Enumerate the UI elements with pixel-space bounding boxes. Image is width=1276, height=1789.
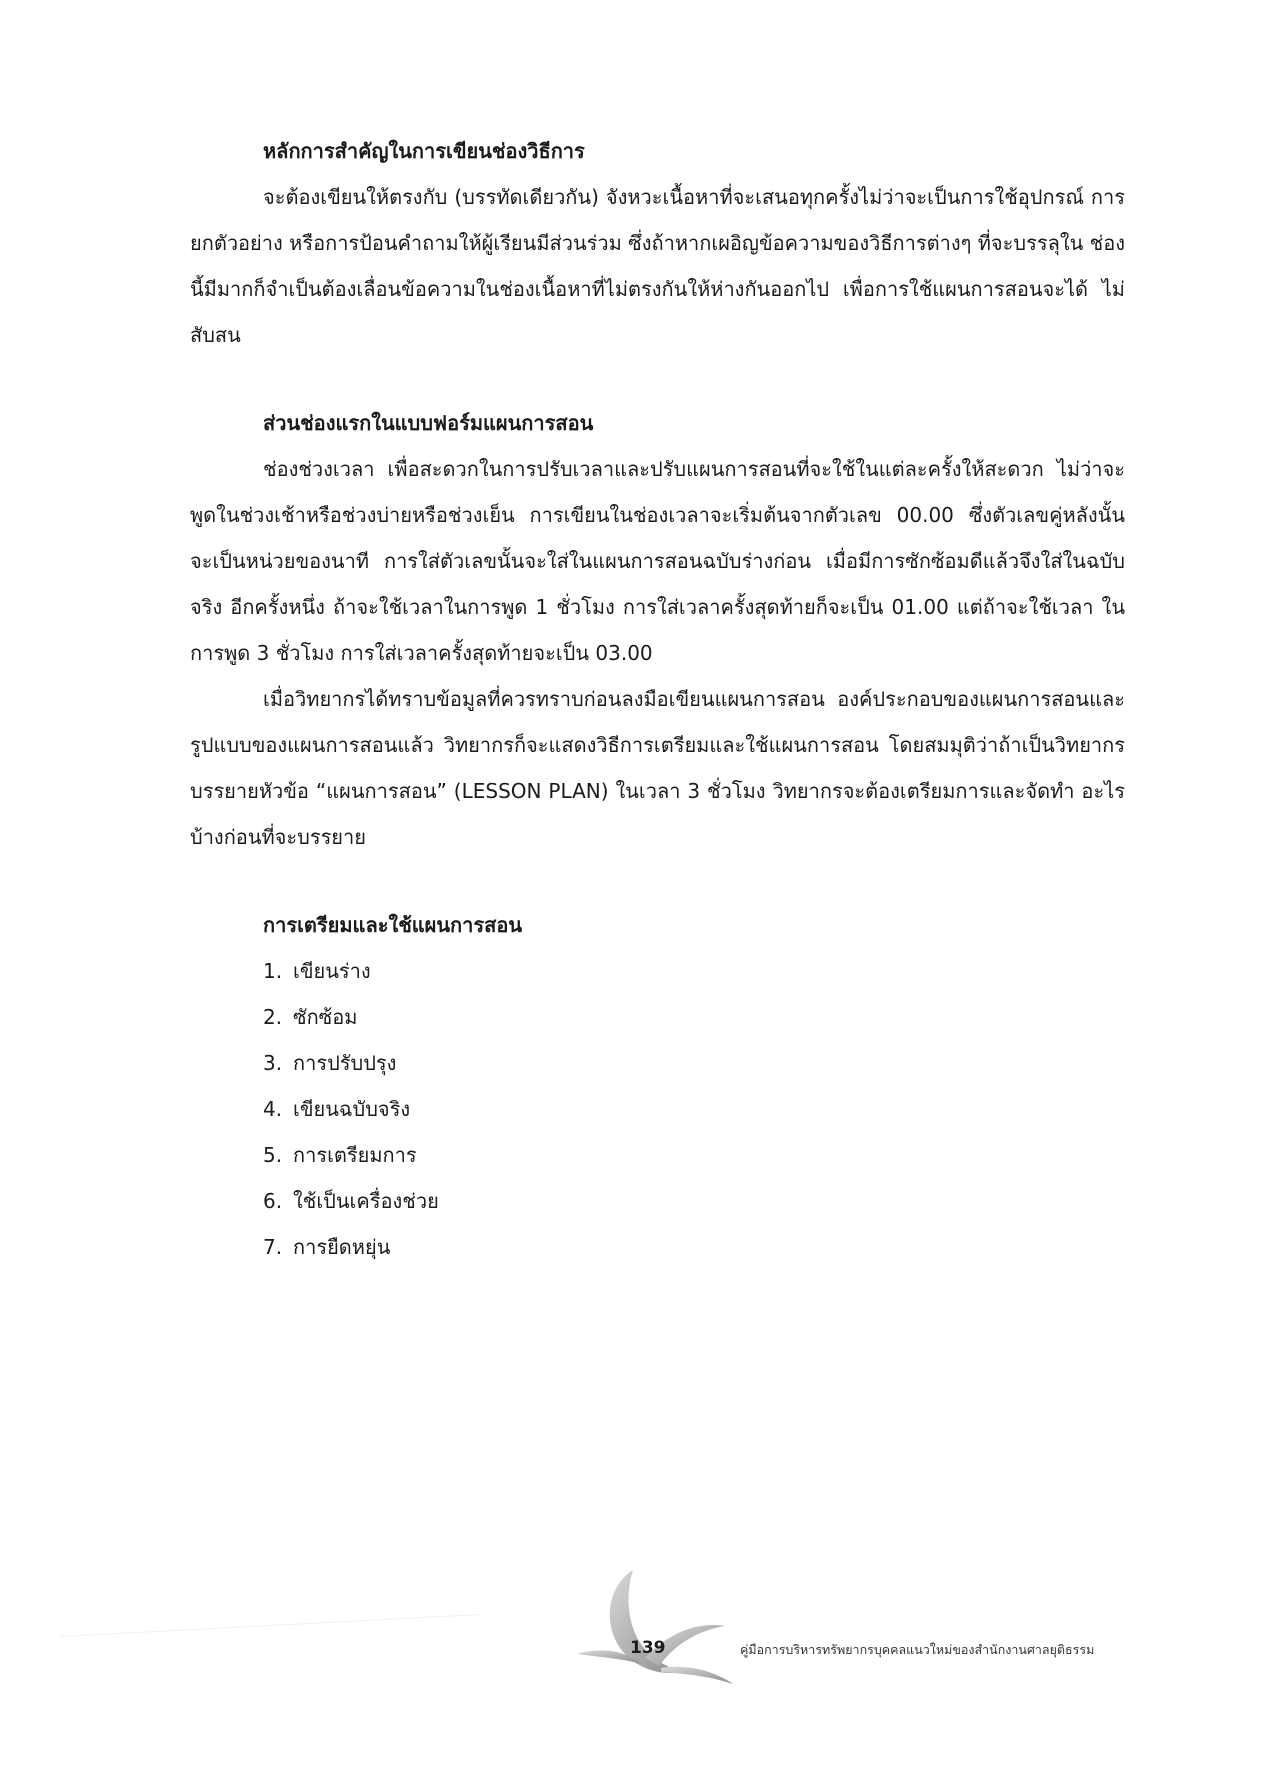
list-text: การยืดหยุ่น bbox=[293, 1235, 391, 1259]
section-preparation bbox=[190, 902, 1125, 1270]
section-heading: หลักการสำคัญในการเขียนช่องวิธีการ bbox=[263, 139, 585, 163]
list-number: 1. bbox=[263, 959, 283, 983]
decorative-line bbox=[60, 1614, 479, 1637]
list-item bbox=[263, 1178, 1125, 1224]
list-item bbox=[263, 1224, 1125, 1270]
list-text: การเตรียมการ bbox=[293, 1143, 417, 1167]
list-text: เขียนฉบับจริง bbox=[293, 1097, 411, 1121]
list-item bbox=[263, 994, 1125, 1040]
list-text: ซักซ้อม bbox=[293, 1005, 358, 1029]
footer-title: คู่มือการบริหารทรัพยากรบุคคลแนวใหม่ของสำนักงานศาลยุติธรรม bbox=[740, 1642, 1095, 1657]
list-number: 2. bbox=[263, 1005, 283, 1029]
list-text: เขียนร่าง bbox=[293, 959, 371, 983]
list-item bbox=[263, 1040, 1125, 1086]
paragraph: เมื่อวิทยากรได้ทราบข้อมูลที่ควรทราบก่อนลงมือเขียนแผนการสอน องค์ประกอบของแผนการสอนและ รูปแบบของแผนการสอนแล้ว วิทยากรก็จะแสดงวิธีการเตรียมและใช้แผนการสอน โดยสมมุติว่าถ้าเป็นวิทยากร บรรยายหัวข้อ “แผนการสอน” (LESSON PLAN) ในเวลา 3 ชั่วโมง วิทยากรจะต้องเตรียมการและจัดทำ อะไรบ้างก่อนที่จะบรรยาย bbox=[190, 687, 1125, 849]
page-number: 139 bbox=[630, 1638, 666, 1658]
section-method-column bbox=[190, 128, 1125, 358]
list-item bbox=[263, 1086, 1125, 1132]
list-number: 3. bbox=[263, 1051, 283, 1075]
list-number: 7. bbox=[263, 1235, 283, 1259]
list-item bbox=[263, 1132, 1125, 1178]
section-first-column bbox=[190, 400, 1125, 860]
swirl-emblem-icon bbox=[575, 1568, 735, 1688]
preparation-list bbox=[263, 948, 1125, 1270]
section-heading: ส่วนช่องแรกในแบบฟอร์มแผนการสอน bbox=[263, 411, 594, 435]
list-number: 5. bbox=[263, 1143, 283, 1167]
list-number: 4. bbox=[263, 1097, 283, 1121]
page-content bbox=[190, 128, 1125, 1312]
paragraph: จะต้องเขียนให้ตรงกับ (บรรทัดเดียวกัน) จังหวะเนื้อหาที่จะเสนอทุกครั้งไม่ว่าจะเป็นการใช้อุปกรณ์ การยกตัวอย่าง หรือการป้อนคำถามให้ผู้เรียนมีส่วนร่วม ซึ่งถ้าหากเผอิญข้อความของวิธีการต่างๆ ที่จะบรรลุใน ช่องนี้มีมากก็จำเป็นต้องเลื่อนข้อความในช่องเนื้อหาที่ไม่ตรงกันให้ห่างกันออกไป เพื่อการใช้แผนการสอนจะได้ ไม่สับสน bbox=[190, 185, 1125, 347]
list-item bbox=[263, 948, 1125, 994]
list-text: การปรับปรุง bbox=[293, 1051, 397, 1075]
paragraph: ช่องช่วงเวลา เพื่อสะดวกในการปรับเวลาและปรับแผนการสอนที่จะใช้ในแต่ละครั้งให้สะดวก ไม่ว่าจะ พูดในช่วงเช้าหรือช่วงบ่ายหรือช่วงเย็น การเขียนในช่องเวลาจะเริ่มต้นจากตัวเลข 00.00 ซึ่งตัวเลขคู่หลังนั้น จะเป็นหน่วยของนาที การใส่ตัวเลขนั้นจะใส่ในแผนการสอนฉบับร่างก่อน เมื่อมีการซักซ้อมดีแล้วจึงใส่ในฉบับจริง อีกครั้งหนึ่ง ถ้าจะใช้เวลาในการพูด 1 ชั่วโมง การใส่เวลาครั้งสุดท้ายก็จะเป็น 01.00 แต่ถ้าจะใช้เวลา ในการพูด 3 ชั่วโมง การใส่เวลาครั้งสุดท้ายจะเป็น 03.00 bbox=[190, 457, 1125, 665]
list-number: 6. bbox=[263, 1189, 283, 1213]
section-heading: การเตรียมและใช้แผนการสอน bbox=[263, 913, 523, 937]
list-text: ใช้เป็นเครื่องช่วย bbox=[293, 1189, 439, 1213]
